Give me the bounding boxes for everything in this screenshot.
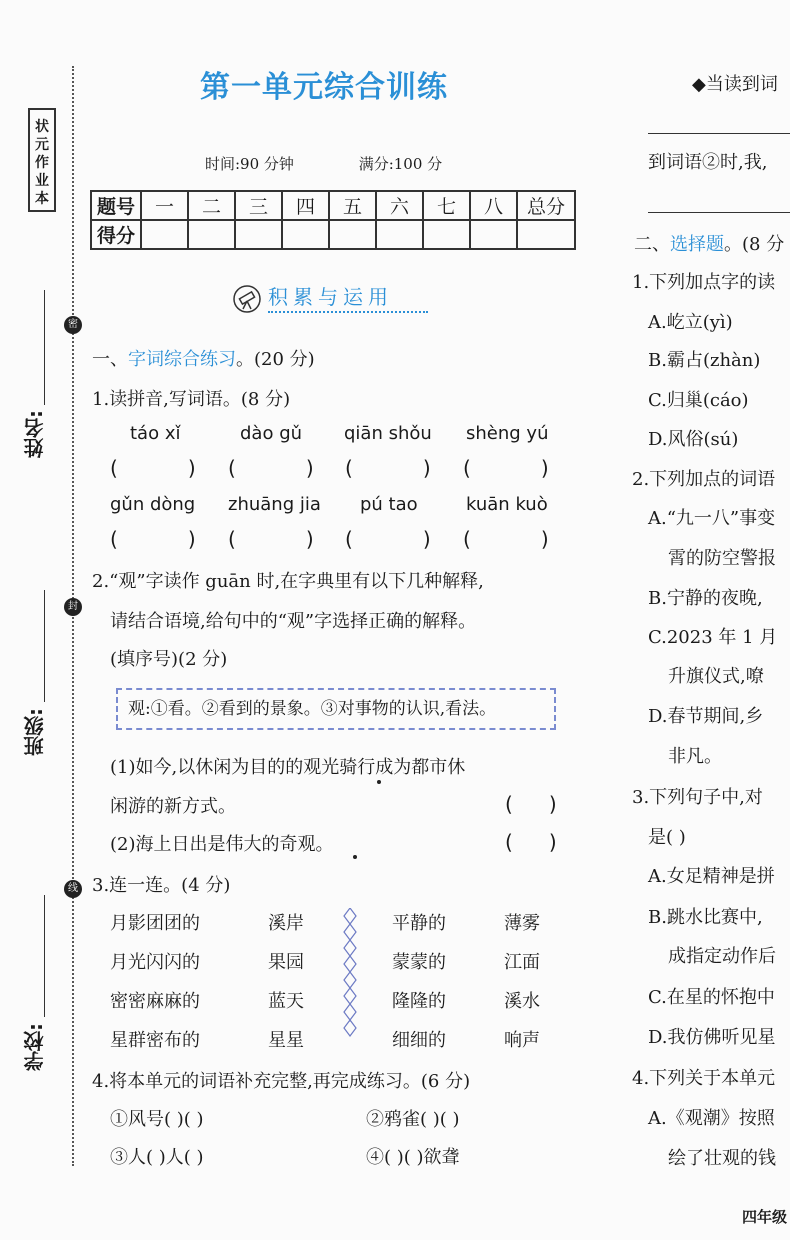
mc-q1-c[interactable]: C.归巢(cáo): [648, 390, 749, 411]
mc-q3-b-cont: 成指定动作后: [668, 946, 776, 967]
class-label: 班级:: [23, 708, 47, 756]
answer-line[interactable]: [648, 212, 790, 213]
answer-blank[interactable]: ( ): [345, 527, 431, 551]
q4-item-4[interactable]: ④( )( )欲聋: [366, 1147, 460, 1168]
answer-blank[interactable]: ( ): [228, 527, 314, 551]
match-mid-2[interactable]: 果园: [268, 952, 304, 973]
mc-q2-a[interactable]: A.“九一八”事变: [648, 508, 776, 529]
name-field[interactable]: [20, 290, 60, 480]
full-score: 满分:100 分: [358, 155, 443, 173]
match-far-1[interactable]: 薄雾: [504, 913, 540, 934]
right-prompt-r2: 到词语②时,我,: [648, 152, 768, 173]
mc-q1-a[interactable]: A.屹立(yì): [648, 312, 733, 333]
pinyin-6: zhuāng jia: [228, 494, 321, 515]
right-prompt-r1: ◆当读到词: [692, 74, 778, 95]
part1-points: 。(20 分): [236, 349, 315, 370]
mc-q3: 3.下列句子中,对: [632, 787, 763, 808]
school-field[interactable]: [20, 895, 60, 1085]
score-cell[interactable]: [376, 220, 423, 249]
part2-number: 二、: [634, 234, 670, 255]
score-header-cell: 八: [470, 191, 517, 220]
q4-prompt: 4.将本单元的词语补充完整,再完成练习。(6 分): [92, 1071, 471, 1092]
part1-title: 字词综合练习: [128, 349, 236, 370]
score-cell[interactable]: [188, 220, 235, 249]
mc-q2-b[interactable]: B.宁静的夜晚,: [648, 588, 763, 609]
q2-line-1: 2.“观”字读作 guān 时,在字典里有以下几种解释,: [92, 571, 484, 592]
binding-margin: [0, 0, 85, 1240]
name-line[interactable]: [44, 290, 45, 405]
mc-q1-b[interactable]: B.霸占(zhàn): [648, 350, 761, 371]
match-left-3[interactable]: 密密麻麻的: [110, 991, 200, 1012]
mc-q2-c[interactable]: C.2023 年 1 月: [648, 627, 778, 648]
score-header-cell: 七: [423, 191, 470, 220]
school-line[interactable]: [44, 895, 45, 1017]
mc-q1-d[interactable]: D.风俗(sú): [648, 429, 739, 450]
match-far-3[interactable]: 溪水: [504, 991, 540, 1012]
q2-line-2: 请结合语境,给句中的“观”字选择正确的解释。: [110, 611, 477, 632]
mc-q4: 4.下列关于本单元: [632, 1068, 776, 1089]
q4-item-3[interactable]: ③人( )人( ): [110, 1147, 204, 1168]
mc-q2-d[interactable]: D.春节期间,乡: [648, 706, 764, 727]
part1-heading: [92, 345, 315, 371]
seal-mi: 密: [64, 316, 82, 334]
pinyin-3: qiān shǒu: [344, 423, 432, 444]
section-banner-text: 积累与运用: [268, 285, 393, 309]
score-cell[interactable]: [282, 220, 329, 249]
answer-line[interactable]: [648, 133, 790, 134]
score-header-cell: 一: [141, 191, 188, 220]
q4-item-2[interactable]: ②鸦雀( )( ): [366, 1109, 460, 1130]
grade-footer: 四年级: [742, 1208, 788, 1226]
q1-prompt: 1.读拼音,写词语。(8 分): [92, 389, 291, 410]
q3-prompt: 3.连一连。(4 分): [92, 875, 231, 896]
time-limit: 时间:90 分钟: [205, 155, 294, 173]
score-table-header-row: [91, 191, 575, 220]
pinyin-2: dào gǔ: [240, 423, 303, 444]
mc-q3-b[interactable]: B.跳水比赛中,: [648, 907, 763, 928]
score-table: [90, 190, 576, 250]
score-header-cell: 总分: [517, 191, 575, 220]
emphasis-dot: [353, 855, 357, 859]
seal-feng: 封: [64, 598, 82, 616]
answer-blank[interactable]: ( ): [228, 456, 314, 480]
part2-heading: [634, 230, 784, 256]
diamond-divider: [343, 908, 357, 1044]
school-label: 学校:: [23, 1023, 47, 1071]
score-cell[interactable]: [329, 220, 376, 249]
match-mid-1[interactable]: 溪岸: [268, 913, 304, 934]
mc-q3-d[interactable]: D.我仿佛听见星: [648, 1027, 776, 1048]
name-label: 姓名:: [23, 410, 47, 458]
score-table-score-row: [91, 220, 575, 249]
score-cell[interactable]: [423, 220, 470, 249]
mc-q4-a[interactable]: A.《观潮》按照: [648, 1108, 775, 1129]
match-right-4[interactable]: 细细的: [392, 1030, 446, 1051]
definition-box: 观:①看。②看到的景象。③对事物的认识,看法。: [116, 688, 556, 730]
match-left-4[interactable]: 星群密布的: [110, 1030, 200, 1051]
score-cell[interactable]: [517, 220, 575, 249]
match-right-1[interactable]: 平静的: [392, 913, 446, 934]
pinyin-7: pú tao: [360, 494, 418, 515]
mc-q2-c-cont: 升旗仪式,嘹: [668, 666, 764, 687]
section-banner: [232, 281, 393, 314]
match-far-4[interactable]: 响声: [504, 1030, 540, 1051]
q2-line-3: (填序号)(2 分): [110, 649, 228, 670]
sentence-1-line-2: 闲游的新方式。: [110, 796, 236, 817]
pinyin-1: táo xǐ: [130, 423, 181, 444]
score-header-cell: 四: [282, 191, 329, 220]
score-row-label: 得分: [91, 220, 141, 249]
class-line[interactable]: [44, 590, 45, 702]
match-left-2[interactable]: 月光闪闪的: [110, 952, 200, 973]
pinyin-8: kuān kuò: [466, 494, 548, 515]
part2-points: 。(8 分: [724, 234, 785, 255]
mc-q1: 1.下列加点字的读: [632, 272, 776, 293]
pinyin-5: gǔn dòng: [110, 494, 196, 515]
seal-dotted-line: [72, 66, 74, 1166]
score-header-cell: 六: [376, 191, 423, 220]
match-right-2[interactable]: 蒙蒙的: [392, 952, 446, 973]
answer-blank[interactable]: ( ): [345, 456, 431, 480]
score-cell[interactable]: [470, 220, 517, 249]
page-title: 第一单元综合训练: [200, 70, 448, 105]
exam-meta: [205, 153, 502, 174]
answer-blank[interactable]: ( ): [463, 527, 549, 551]
score-header-cell: 三: [235, 191, 282, 220]
match-left-1[interactable]: 月影团团的: [110, 913, 200, 934]
mc-q4-a-cont: 绘了壮观的钱: [668, 1148, 776, 1169]
right-column: [630, 0, 790, 1240]
mc-q3-a[interactable]: A.女足精神是拼: [648, 866, 775, 887]
match-far-2[interactable]: 江面: [504, 952, 540, 973]
sentence-2: (2)海上日出是伟大的奇观。: [110, 834, 334, 855]
answer-blank[interactable]: ( ): [110, 527, 196, 551]
mc-q2-a-cont: 霄的防空警报: [668, 548, 776, 569]
q4-item-1[interactable]: ①风号( )( ): [110, 1109, 204, 1130]
part1-number: 一、: [92, 349, 128, 370]
mc-q3-c[interactable]: C.在星的怀抱中: [648, 987, 775, 1008]
mc-q3-cont: 是( ): [648, 827, 686, 848]
answer-blank[interactable]: ( ): [463, 456, 549, 480]
emphasis-dot: [377, 780, 381, 784]
pinyin-4: shèng yú: [466, 423, 549, 444]
score-header-cell: 二: [188, 191, 235, 220]
mc-q2-d-cont: 非凡。: [668, 746, 722, 767]
answer-blank[interactable]: ( ): [505, 830, 557, 854]
answer-blank[interactable]: ( ): [505, 792, 557, 816]
sentence-1-line-1: (1)如今,以休闲为目的的观光骑行成为都市休: [110, 757, 466, 778]
answer-blank[interactable]: ( ): [110, 456, 196, 480]
seal-xian: 线: [64, 880, 82, 898]
banner-underline: [268, 311, 428, 313]
score-header-cell: 题号: [91, 191, 141, 220]
part2-title: 选择题: [670, 234, 724, 255]
score-cell[interactable]: [235, 220, 282, 249]
match-right-3[interactable]: 隆隆的: [392, 991, 446, 1012]
match-mid-3[interactable]: 蓝天: [268, 991, 304, 1012]
telescope-icon: [232, 284, 262, 314]
mc-q2: 2.下列加点的词语: [632, 469, 776, 490]
class-field[interactable]: [20, 590, 60, 770]
score-header-cell: 五: [329, 191, 376, 220]
match-mid-4[interactable]: 星星: [268, 1030, 304, 1051]
score-cell[interactable]: [141, 220, 188, 249]
book-label: 状 元 作 业 本: [28, 108, 56, 212]
